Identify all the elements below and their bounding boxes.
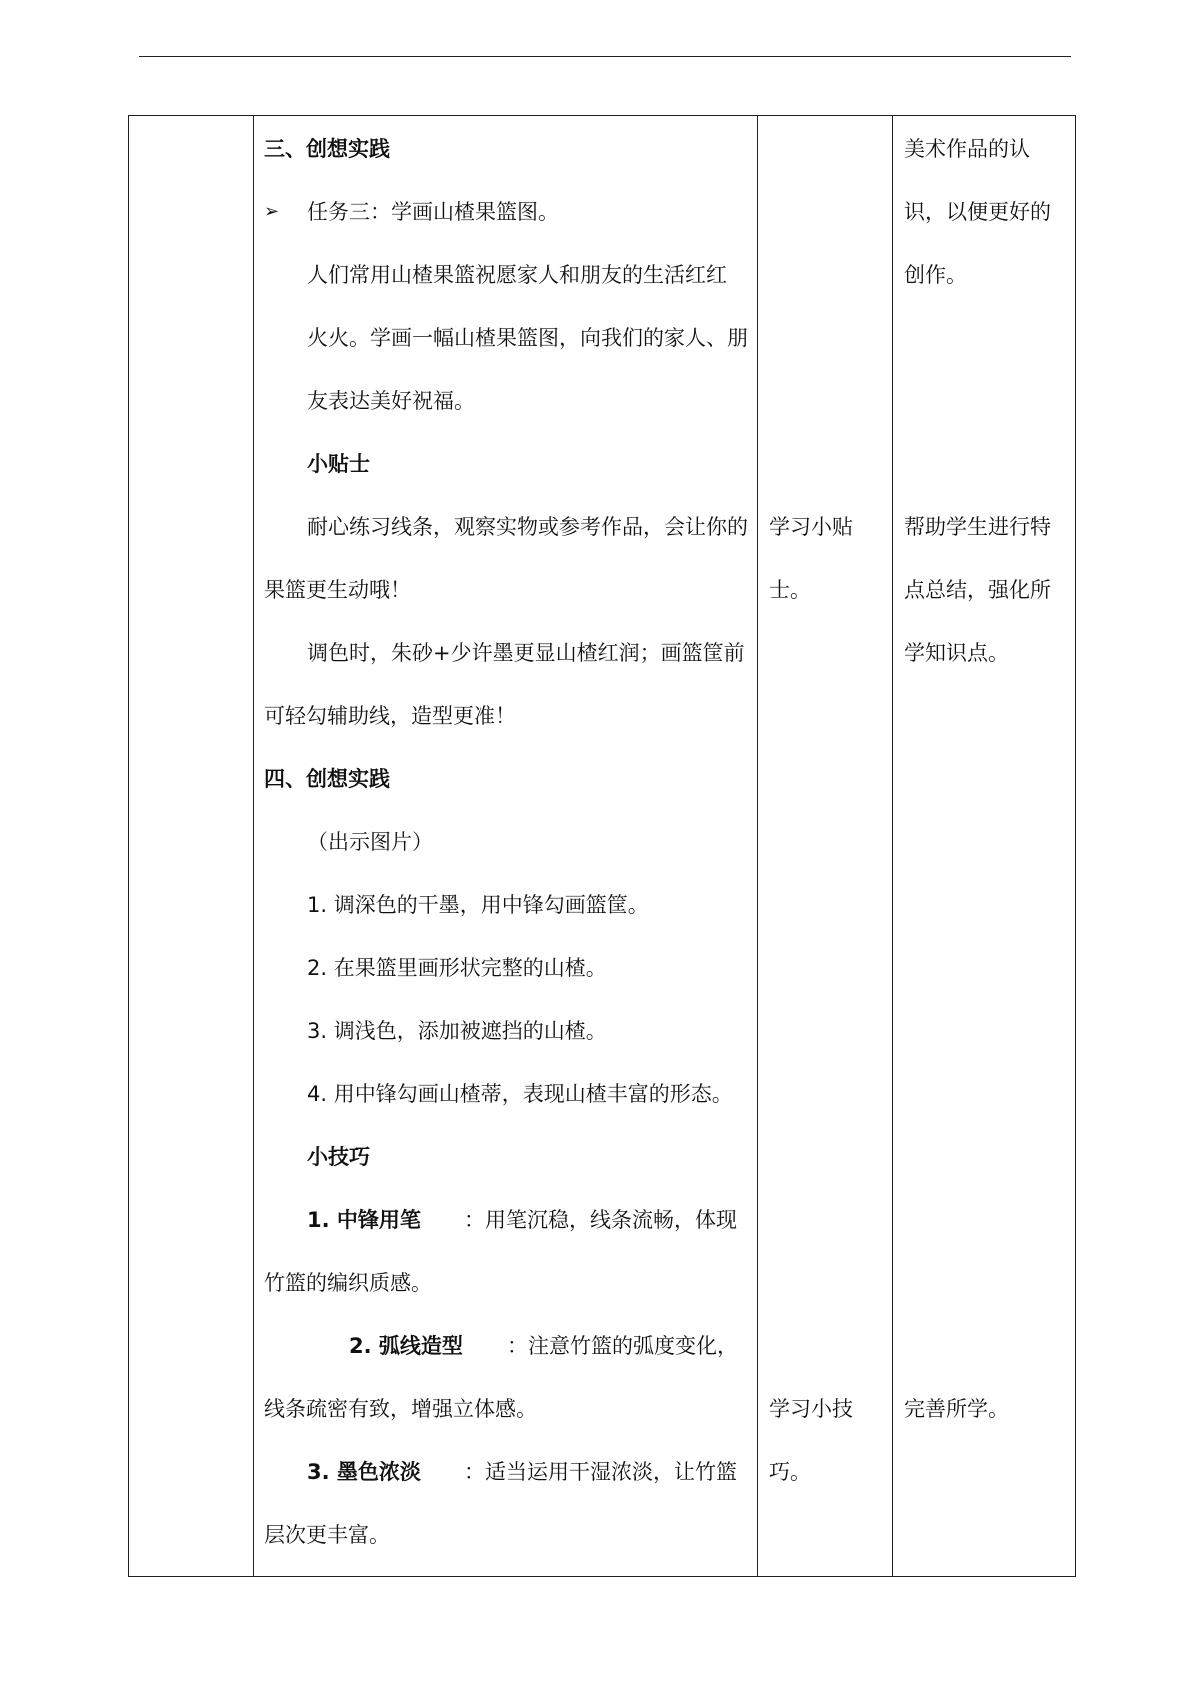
tip-1-line-2: 果篮更生动哦！ [264,578,411,602]
step-3: 3. 调浅色，添加被遮挡的山楂。 [307,1019,607,1043]
intro-paragraph-line-3: 友表达美好祝福。 [307,389,475,413]
show-picture-note: （出示图片） [307,830,433,854]
intent-a-line-2: 识，以便更好的 [904,200,1051,224]
intent-a-line-3: 创作。 [904,263,967,287]
step-2: 2. 在果篮里画形状完整的山楂。 [307,956,607,980]
task-3-title: 任务三：学画山楂果篮图。 [307,200,559,224]
column-divider-2 [757,115,758,1577]
student-tricks-line-1: 学习小技 [769,1397,853,1421]
intent-b-line-2: 点总结，强化所 [904,578,1051,602]
section-heading-4: 四、创想实践 [264,767,390,791]
step-1: 1. 调深色的干墨，用中锋勾画篮筐。 [307,893,649,917]
tip-1-line-1: 耐心练习线条，观察实物或参考作品，会让你的 [307,515,748,539]
header-rule [139,56,1071,57]
intent-c-line-1: 完善所学。 [904,1397,1009,1421]
tips-title: 小贴士 [307,452,370,476]
trick-3-desc: ：适当运用干湿浓淡，让竹篮 [464,1460,737,1484]
trick-1-term: 1. 中锋用笔 [307,1208,421,1232]
section-heading-3: 三、创想实践 [264,137,390,161]
student-tricks-line-2: 巧。 [769,1460,811,1484]
trick-1-line-2: 竹篮的编织质感。 [264,1271,432,1295]
trick-1-desc: ：用笔沉稳，线条流畅，体现 [464,1208,737,1232]
trick-3-line-2: 层次更丰富。 [264,1523,390,1547]
trick-2-desc: ：注意竹篮的弧度变化， [507,1334,738,1358]
step-4: 4. 用中锋勾画山楂蒂，表现山楂丰富的形态。 [307,1082,733,1106]
intent-b-line-3: 学知识点。 [904,641,1009,665]
student-tips-line-2: 士。 [769,578,811,602]
tip-2-line-1: 调色时，朱砂+少许墨更显山楂红润；画篮筐前 [307,641,745,665]
bullet-arrow-icon: ➢ [264,201,280,222]
column-divider-1 [253,115,254,1577]
trick-2-term: 2. 弧线造型 [349,1334,463,1358]
tricks-title: 小技巧 [307,1145,370,1169]
intro-paragraph-line-2: 火火。学画一幅山楂果篮图，向我们的家人、朋 [307,326,748,350]
intent-a-line-1: 美术作品的认 [904,137,1030,161]
tip-2-line-2: 可轻勾辅助线，造型更准！ [264,704,516,728]
column-divider-3 [892,115,893,1577]
intent-b-line-1: 帮助学生进行特 [904,515,1051,539]
trick-3-term: 3. 墨色浓淡 [307,1460,421,1484]
student-tips-line-1: 学习小贴 [769,515,853,539]
trick-2-line-2: 线条疏密有致，增强立体感。 [264,1397,537,1421]
intro-paragraph-line-1: 人们常用山楂果篮祝愿家人和朋友的生活红红 [307,263,727,287]
